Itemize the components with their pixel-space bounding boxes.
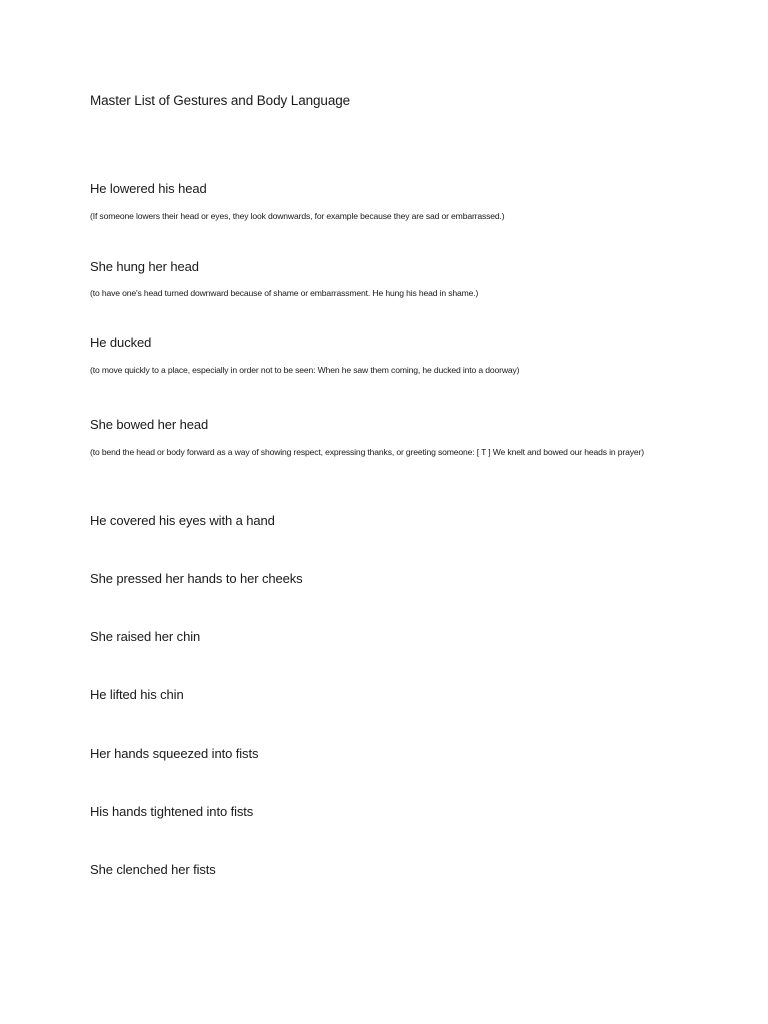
entry-note: (If someone lowers their head or eyes, they look downwards, for example because they are sad or embarrassed.) <box>90 211 505 221</box>
entry-heading: She clenched her fists <box>90 862 216 877</box>
entry-heading: His hands tightened into fists <box>90 804 254 819</box>
entry-heading: She bowed her head <box>90 417 209 432</box>
entry-heading: He lifted his chin <box>90 687 184 702</box>
entry-note: (to bend the head or body forward as a way of showing respect, expressing thanks, or greeting someone: [ T ] We knelt and bowed our heads in prayer) <box>90 447 644 457</box>
entry-heading: He lowered his head <box>90 181 207 196</box>
document-title: Master List of Gestures and Body Language <box>90 93 351 108</box>
entry-note: (to move quickly to a place, especially in order not to be seen: When he saw them coming, he ducked into a doorway) <box>90 365 520 375</box>
entry-note: (to have one's head turned downward because of shame or embarrassment. He hung his head in shame.) <box>90 288 479 298</box>
entry-heading: Her hands squeezed into fists <box>90 746 259 761</box>
entry-heading: She hung her head <box>90 259 199 274</box>
entry-heading: She raised her chin <box>90 629 201 644</box>
entry-heading: He covered his eyes with a hand <box>90 513 275 528</box>
entry-heading: She pressed her hands to her cheeks <box>90 571 303 586</box>
entry-heading: He ducked <box>90 335 152 350</box>
